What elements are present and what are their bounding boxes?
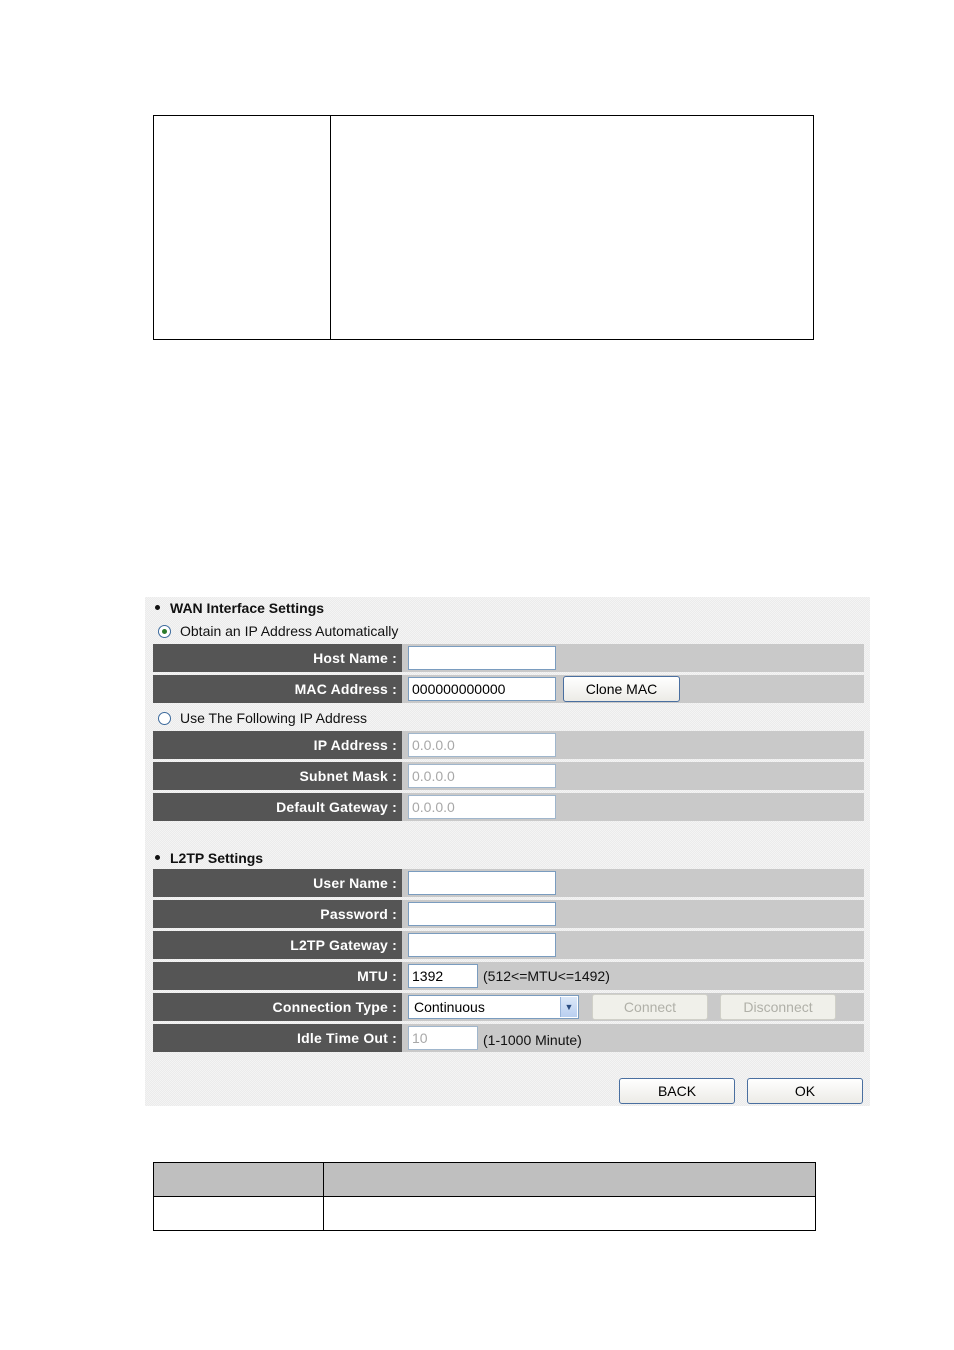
password-input[interactable] [408, 902, 556, 926]
default-gateway-input[interactable]: 0.0.0.0 [408, 795, 556, 819]
ip-address-row [153, 731, 864, 759]
subnet-mask-label: Subnet Mask : [153, 762, 402, 790]
host-name-label: Host Name : [153, 644, 402, 672]
mac-address-row [153, 675, 864, 703]
ip-address-input[interactable]: 0.0.0.0 [408, 733, 556, 757]
mac-address-input[interactable]: 000000000000 [408, 677, 556, 701]
password-row [153, 900, 864, 928]
top-description-table [153, 115, 814, 340]
host-name-input[interactable] [408, 646, 556, 670]
l2tp-gateway-label: L2TP Gateway : [153, 931, 402, 959]
idle-time-out-row [153, 1024, 864, 1052]
user-name-row [153, 869, 864, 897]
connection-type-select[interactable] [408, 995, 579, 1019]
connection-type-label: Connection Type : [153, 993, 402, 1021]
obtain-auto-radio[interactable] [158, 625, 171, 638]
subnet-mask-row [153, 762, 864, 790]
bullet-icon [155, 855, 160, 860]
use-following-label: Use The Following IP Address [180, 710, 368, 726]
obtain-auto-option[interactable] [158, 623, 398, 639]
subnet-mask-input[interactable]: 0.0.0.0 [408, 764, 556, 788]
connection-type-row [153, 993, 864, 1021]
bottom-description-table [153, 1162, 816, 1231]
idle-time-out-label: Idle Time Out : [153, 1024, 402, 1052]
mtu-hint: (512<=MTU<=1492) [483, 968, 610, 984]
bullet-icon [155, 605, 160, 610]
table-column-divider [330, 116, 331, 339]
user-name-input[interactable] [408, 871, 556, 895]
ok-button[interactable]: OK [747, 1078, 863, 1104]
disconnect-button[interactable]: Disconnect [720, 994, 836, 1020]
user-name-label: User Name : [153, 869, 402, 897]
ip-address-label: IP Address : [153, 731, 402, 759]
default-gateway-label: Default Gateway : [153, 793, 402, 821]
default-gateway-row [153, 793, 864, 821]
obtain-auto-label: Obtain an IP Address Automatically [180, 623, 399, 639]
table-column-divider [323, 1163, 324, 1230]
table-header-row [154, 1163, 815, 1197]
mac-address-label: MAC Address : [153, 675, 402, 703]
l2tp-section-title: L2TP Settings [155, 850, 263, 866]
l2tp-gateway-input[interactable] [408, 933, 556, 957]
clone-mac-button[interactable]: Clone MAC [563, 676, 680, 702]
back-button[interactable]: BACK [619, 1078, 735, 1104]
mtu-input[interactable]: 1392 [408, 964, 478, 988]
use-following-option[interactable] [158, 710, 367, 726]
password-label: Password : [153, 900, 402, 928]
connection-type-value: Continuous [414, 999, 485, 1015]
l2tp-gateway-row [153, 931, 864, 959]
chevron-down-icon[interactable]: ▼ [560, 997, 577, 1017]
connect-button[interactable]: Connect [592, 994, 708, 1020]
mtu-label: MTU : [153, 962, 402, 990]
idle-time-out-hint: (1-1000 Minute) [483, 1032, 582, 1048]
use-following-radio[interactable] [158, 712, 171, 725]
wan-section-title: WAN Interface Settings [155, 600, 324, 616]
wan-settings-panel [145, 597, 870, 1106]
idle-time-out-input[interactable]: 10 [408, 1026, 478, 1050]
host-name-row [153, 644, 864, 672]
mtu-row [153, 962, 864, 990]
